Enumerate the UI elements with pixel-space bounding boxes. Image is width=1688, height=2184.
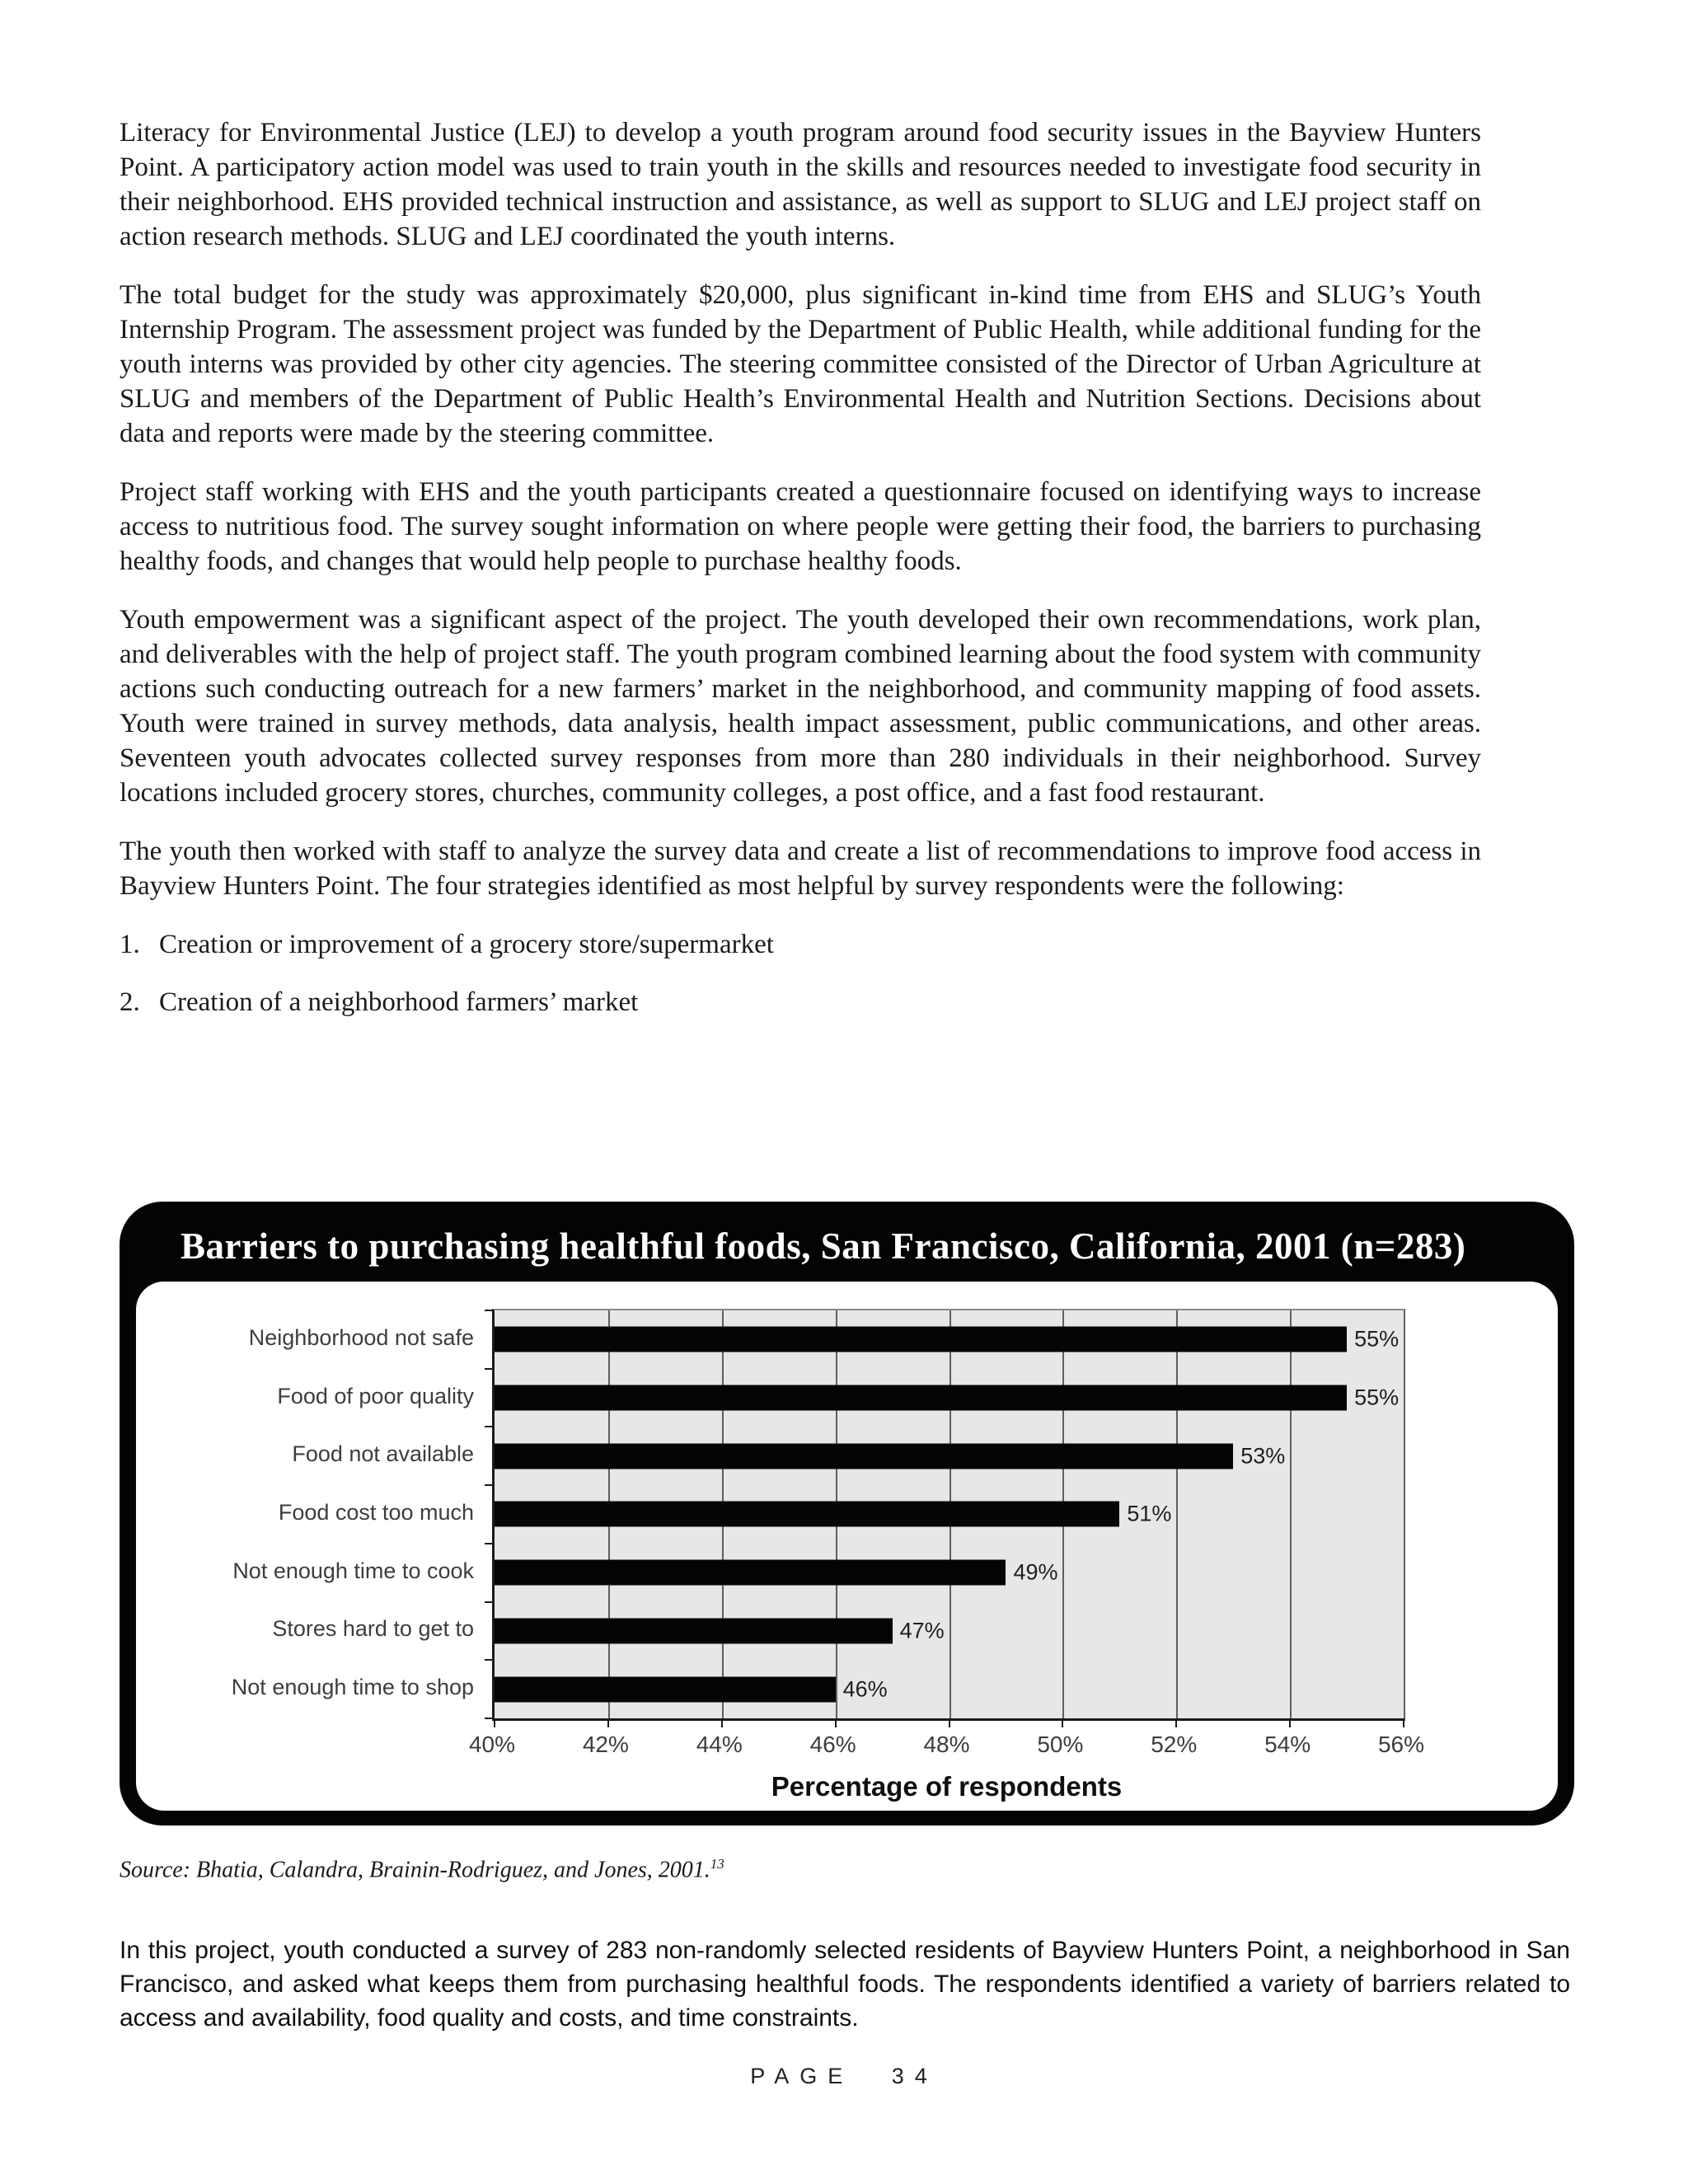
x-axis-tick-mark [494, 1718, 495, 1727]
x-axis-tick-label: 46% [809, 1732, 856, 1757]
y-axis-tick-mark [485, 1368, 492, 1370]
y-axis-tick-mark [485, 1484, 492, 1486]
paragraph-1: Literacy for Environmental Justice (LEJ) to develop a youth program around food security issues in the Bayview Hunters Point. A participatory action model was used to train youth in the skills and resources needed to investigate food security in their neighborhood. EHS provided technical instruction and assistance, as well as support to SLUG and LEJ project staff on action research methods. SLUG and LEJ coordinated the youth interns. [120, 118, 1481, 251]
chart-category-labels [136, 1309, 474, 1717]
bar-value-label: 55% [1354, 1326, 1400, 1352]
list-item [120, 985, 1481, 1019]
bar-row [495, 1602, 1404, 1661]
y-axis-tick-mark [485, 1601, 492, 1603]
y-axis-tick-mark [485, 1659, 492, 1661]
bar [495, 1560, 1006, 1586]
chart-container [120, 1202, 1574, 1825]
list-item [120, 927, 1481, 962]
bar-value-label: 49% [1013, 1559, 1058, 1585]
closing-paragraph: In this project, youth conducted a survey of 283 non-randomly selected residents of Bayview Hunters Point, a neighborhood in San Francisco, and asked what keeps them from purchasing healthful foods. The respondents identified a variety of barriers related to access and availability, food quality and costs, and time constraints. [120, 1937, 1570, 2032]
bar-row [495, 1427, 1404, 1485]
chart-panel [136, 1282, 1558, 1811]
x-axis-tick-mark [1062, 1718, 1063, 1727]
category-label: Food not available [292, 1441, 474, 1467]
x-axis-tick-label: 44% [696, 1732, 743, 1757]
list-item-number: 2. [120, 987, 140, 1017]
footnote-marker: 13 [710, 1856, 724, 1872]
x-axis-title: Percentage of respondents [771, 1771, 1123, 1802]
x-axis-tick-label: 40% [468, 1732, 516, 1757]
body-text-column [120, 115, 1481, 1043]
bar-value-label: 55% [1354, 1385, 1400, 1410]
x-axis-tick-label: 48% [923, 1732, 970, 1757]
x-axis-tick-label: 52% [1151, 1732, 1198, 1757]
x-axis-tick-mark [1175, 1718, 1177, 1727]
category-label: Not enough time to shop [231, 1675, 474, 1700]
category-label: Stores hard to get to [272, 1616, 474, 1642]
x-axis-tick-mark [835, 1718, 837, 1727]
y-axis-tick-mark [485, 1718, 492, 1719]
x-axis-tick-mark [1289, 1718, 1291, 1727]
paragraph-2: The total budget for the study was approximately $20,000, plus significant in-kind time from EHS and SLUG’s Youth Internship Program. The assessment project was funded by the Department of Public Health, while additional funding for the youth interns was provided by other city agencies. The steering committee consisted of the Director of Urban Agriculture at SLUG and members of the Department of Public Health’s Environmental Health and Nutrition Sections. Decisions about data and reports were made by the steering committee. [120, 280, 1481, 448]
source-citation [120, 1856, 724, 1883]
y-axis-tick-mark [485, 1310, 492, 1311]
y-axis-tick-mark [485, 1426, 492, 1427]
chart-title: Barriers to purchasing healthful foods, San Francisco, California, 2001 (n=283) [181, 1226, 1466, 1267]
bar [495, 1676, 836, 1702]
list-item-text: Creation of a neighborhood farmers’ market [159, 987, 639, 1017]
list-item-number: 1. [120, 930, 140, 959]
bar-row [495, 1544, 1404, 1602]
page-number-footer: PAGE 34 [750, 2064, 938, 2088]
paragraph-3: Project staff working with EHS and the youth participants created a questionnaire focused on identifying ways to increase access to nutritious food. The survey sought information on where people were getting their food, the barriers to purchasing healthy foods, and changes that would help people to purchase healthy foods. [120, 477, 1481, 576]
category-label: Neighborhood not safe [248, 1324, 474, 1350]
x-axis-tick-label: 54% [1264, 1732, 1311, 1757]
bar [495, 1443, 1233, 1469]
bar-row [495, 1310, 1404, 1369]
x-axis-tick-mark [607, 1718, 609, 1727]
bar-row [495, 1485, 1404, 1544]
category-label: Not enough time to cook [232, 1558, 474, 1583]
bar-value-label: 46% [842, 1676, 888, 1702]
bar-value-label: 51% [1127, 1501, 1172, 1526]
paragraph-4: Youth empowerment was a significant aspect of the project. The youth developed their own recommendations, work plan, and deliverables with the help of project staff. The youth program combined learning about the food system with community actions such conducting outreach for a new farmers’ market in the neighborhood, and community mapping of food assets. Youth were trained in survey methods, data analysis, health impact assessment, public communications, and other areas. Seventeen youth advocates collected survey responses from more than 280 individuals in their neighborhood. Survey locations included grocery stores, churches, community colleges, a post office, and a fast food restaurant. [120, 605, 1481, 808]
bar [495, 1385, 1347, 1411]
x-axis-tick-label: 42% [582, 1732, 629, 1757]
bar-row [495, 1660, 1404, 1718]
x-axis-tick-label: 50% [1037, 1732, 1084, 1757]
bar-value-label: 53% [1240, 1443, 1286, 1469]
x-axis-tick-mark [721, 1718, 723, 1727]
bar [495, 1327, 1347, 1352]
plot-area [492, 1309, 1405, 1721]
numbered-list [120, 927, 1481, 1019]
x-axis-tick-label: 56% [1377, 1732, 1425, 1757]
x-axis-tick-labels [468, 1732, 1425, 1765]
source-text: Source: Bhatia, Calandra, Brainin-Rodriguez, and Jones, 2001. [120, 1857, 710, 1883]
bar [495, 1502, 1119, 1527]
category-label: Food cost too much [278, 1499, 474, 1525]
x-axis-tick-mark [1403, 1718, 1404, 1727]
category-label: Food of poor quality [277, 1383, 474, 1408]
paragraph-5: The youth then worked with staff to analyze the survey data and create a list of recommendations to improve food access in Bayview Hunters Point. The four strategies identified as most helpful by survey respondents were the following: [120, 837, 1481, 901]
bar-value-label: 47% [899, 1618, 945, 1643]
x-axis-tick-mark [949, 1718, 950, 1727]
y-axis-tick-mark [485, 1543, 492, 1544]
bar [495, 1618, 893, 1643]
bar-row [495, 1369, 1404, 1427]
list-item-text: Creation or improvement of a grocery store/supermarket [159, 930, 774, 959]
